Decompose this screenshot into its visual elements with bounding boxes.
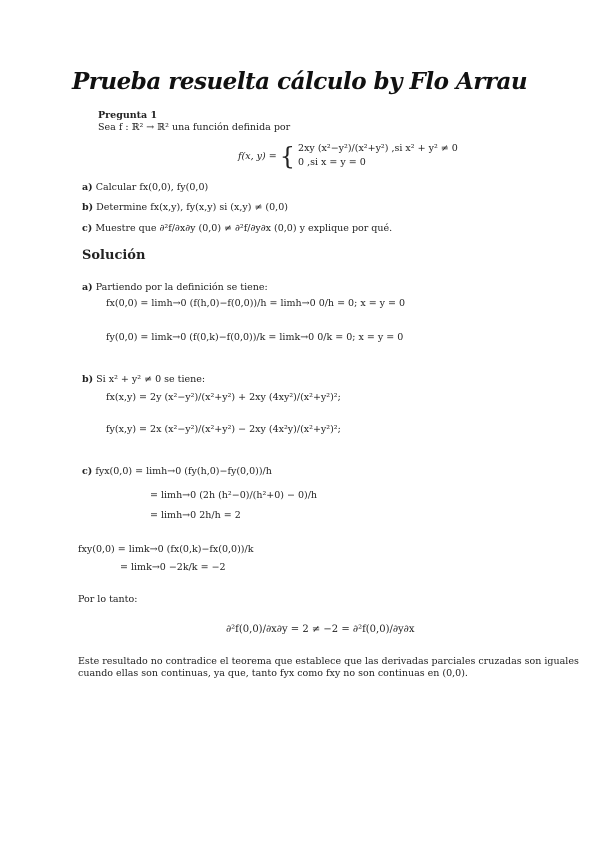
sol-a-eq2: fy(0,0) = limk→0 (f(0,k)−f(0,0))/k = limk→0 0/k = 0; x = y = 0 [106, 332, 404, 343]
sol-c-eq1: c) fyx(0,0) = limh→0 (fy(h,0)−fy(0,0))/h [82, 466, 272, 477]
solucion-heading: Solución [82, 248, 146, 263]
question-c: c) Muestre que ∂²f/∂x∂y (0,0) ≠ ∂²f/∂y∂x (0,0) y explique por qué. [82, 223, 393, 234]
question-a: a) Calcular fx(0,0), fy(0,0) [82, 182, 209, 193]
function-definition [238, 142, 458, 171]
sol-b-eq1: fx(x,y) = 2y (x²−y²)/(x²+y²) + 2xy (4xy²)/(x²+y²)²; [106, 392, 341, 403]
sol-b-intro: b) Si x² + y² ≠ 0 se tiene: [82, 374, 206, 385]
page-title: Prueba resuelta cálculo by Flo Arrau [72, 68, 528, 95]
sol-c-eq2: = limh→0 (2h (h²−0)/(h²+0) − 0)/h [150, 490, 318, 501]
sol-a-intro: a) Partiendo por la definición se tiene: [82, 282, 268, 293]
sol-c-eq4: fxy(0,0) = limk→0 (fx(0,k)−fx(0,0))/k [78, 544, 254, 555]
pregunta-intro: Sea f : ℝ² → ℝ² una función definida por [98, 122, 291, 133]
pregunta-heading: Pregunta 1 [98, 110, 158, 121]
question-b-text: Determine fx(x,y), fy(x,y) si (x,y) ≠ (0,0) [96, 202, 288, 213]
question-b: b) Determine fx(x,y), fy(x,y) si (x,y) ≠ (0,0) [82, 202, 288, 213]
case-1: 2xy (x²−y²)/(x²+y²) ,si x² + y² ≠ 0 [298, 143, 458, 154]
question-a-text: Calcular fx(0,0), fy(0,0) [95, 182, 209, 193]
sol-a-eq1: fx(0,0) = limh→0 (f(h,0)−f(0,0))/h = limh→0 0/h = 0; x = y = 0 [106, 298, 406, 309]
sol-c-eq1-text: fyx(0,0) = limh→0 (fy(h,0)−fy(0,0))/h [95, 466, 272, 477]
function-lhs: f(x, y) = [238, 150, 277, 162]
conclusion-line-2: cuando ellas son continuas, ya que, tanto fyx como fxy no son continuas en (0,0). [78, 668, 468, 679]
case-2: 0 ,si x = y = 0 [298, 157, 366, 169]
sol-c-eq5: = limk→0 −2k/k = −2 [120, 562, 226, 573]
por-tanto: Por lo tanto: [78, 594, 138, 605]
sol-b-intro-text: Si x² + y² ≠ 0 se tiene: [96, 374, 206, 385]
question-c-text: Muestre que ∂²f/∂x∂y (0,0) ≠ ∂²f/∂y∂x (0,0) y explique por qué. [95, 223, 393, 234]
final-equation: ∂²f(0,0)/∂x∂y = 2 ≠ −2 = ∂²f(0,0)/∂y∂x [226, 624, 415, 635]
sol-a-intro-text: Partiendo por la definición se tiene: [95, 282, 268, 293]
brace-symbol: { [279, 142, 295, 171]
sol-b-eq2: fy(x,y) = 2x (x²−y²)/(x²+y²) − 2xy (4x²y)/(x²+y²)²; [106, 424, 341, 435]
sol-c-eq3: = limh→0 2h/h = 2 [150, 510, 241, 521]
conclusion-line-1: Este resultado no contradice el teorema que establece que las derivadas parciales cruzadas son iguales [78, 656, 579, 667]
